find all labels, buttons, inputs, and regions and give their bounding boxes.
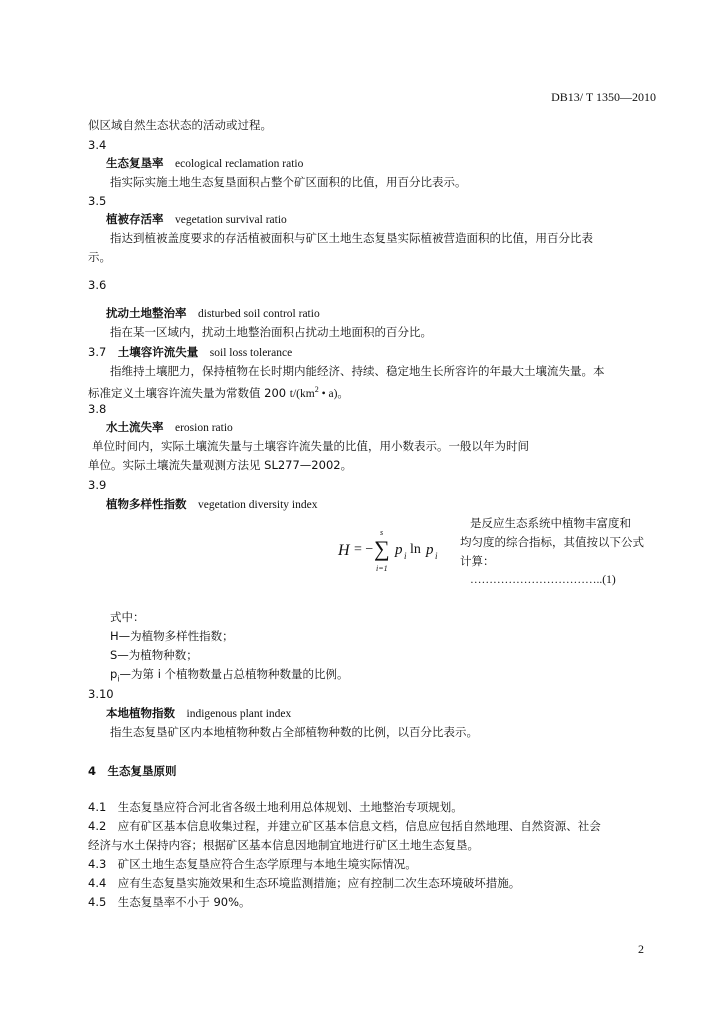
- formula-lhs: H: [338, 542, 350, 559]
- page-number: 2: [638, 942, 644, 956]
- term-3-8: [106, 420, 233, 436]
- term-en: ecological reclamation ratio: [175, 158, 304, 170]
- definition-3-8-line2: 单位。实际土壤流失量观测方法见 SL277—2002。: [88, 458, 353, 472]
- definition-3-7-line2: [88, 382, 349, 402]
- term-en: vegetation diversity index: [198, 499, 318, 511]
- formula-p2: p: [426, 542, 434, 558]
- section-number-3-7: 3.7: [88, 345, 107, 359]
- term-cn: 植物多样性指数: [106, 497, 187, 511]
- clause-4-4: 4.4 应有生态复垦实施效果和生态环境监测措施；应有控制二次生态环境破坏措施。: [88, 876, 521, 890]
- section-number-3-4: 3.4: [88, 138, 107, 152]
- term-3-9: [106, 497, 317, 513]
- term-cn: 扰动土地整治率: [106, 306, 187, 320]
- document-code-header: DB13/ T 1350—2010: [551, 90, 656, 104]
- definition-3-7-line1: 指维持土壤肥力，保持植物在长时期内能经济、持续、稳定地生长所容许的年最大土壤流失量。本: [110, 364, 605, 378]
- term-cn: 本地植物指数: [106, 706, 175, 720]
- clause-4-2-line1: 4.2 应有矿区基本信息收集过程，并建立矿区基本信息文档，信息应包括自然地理、自然资源、社会: [88, 819, 601, 833]
- term-3-7: [88, 345, 292, 361]
- definition-text: 标准定义土壤容许流失量为常数值 200: [88, 385, 287, 400]
- section-number-3-10: 3.10: [88, 687, 114, 701]
- term-cn: 水土流失率: [106, 420, 164, 434]
- definition-3-9-line2: 均匀度的综合指标，其值按以下公式: [460, 535, 644, 549]
- diversity-formula: [338, 528, 448, 580]
- unit-superscript: 2: [314, 385, 319, 394]
- equation-number: ……………………………..(1): [470, 574, 616, 586]
- section-heading-4: 4 生态复垦原则: [88, 764, 177, 778]
- formula-sum-upper: s: [380, 528, 384, 537]
- clause-4-5: 4.5 生态复垦率不小于 90%。: [88, 895, 251, 909]
- term-3-5: [106, 212, 287, 228]
- term-3-6: [106, 306, 320, 322]
- term-en: disturbed soil control ratio: [198, 308, 320, 320]
- unit-text: t/(km: [289, 387, 315, 400]
- formula-p-subscript: i: [404, 551, 407, 561]
- definition-3-8-line1: 单位时间内，实际土壤流失量与土壤容许流失量的比值，用小数表示。一般以年为时间: [92, 439, 529, 453]
- formula-p: p: [395, 542, 403, 558]
- unit-text-end: • a)。: [318, 387, 349, 400]
- section-number-3-5: 3.5: [88, 194, 107, 208]
- where-item-pi: [110, 667, 349, 686]
- definition-3-10: 指生态复垦矿区内本地植物种数占全部植物种数的比例，以百分比表示。: [110, 725, 478, 739]
- pi-subscript: i: [117, 674, 120, 684]
- term-3-10: [106, 706, 291, 722]
- formula-equals: = −: [354, 542, 374, 557]
- pi-description: —为第 i 个植物数量占总植物种数量的比例。: [119, 667, 349, 681]
- term-cn: 生态复垦率: [106, 156, 164, 170]
- definition-3-9-line1: 是反应生态系统中植物丰富度和: [470, 516, 631, 530]
- definition-3-5-line2: 示。: [88, 250, 111, 264]
- definition-3-5-line1: 指达到植被盖度要求的存活植被面积与矿区土地生态复垦实际植被营造面积的比值，用百分比表: [110, 231, 593, 245]
- definition-3-9-line3: 计算：: [460, 554, 495, 568]
- formula-sum-sign: ∑: [374, 536, 390, 561]
- definition-3-4: 指实际实施土地生态复垦面积占整个矿区面积的比值，用百分比表示。: [110, 175, 467, 189]
- term-cn: 土壤容许流失量: [117, 345, 199, 359]
- clause-4-2-line2: 经济与水土保持内容；根据矿区基本信息因地制宜地进行矿区土地生态复垦。: [88, 838, 479, 852]
- term-3-4: [106, 156, 303, 172]
- term-en: soil loss tolerance: [209, 347, 293, 359]
- term-en: indigenous plant index: [186, 708, 292, 720]
- term-cn: 植被存活率: [106, 212, 164, 226]
- formula-ln: ln: [410, 542, 421, 557]
- section-number-3-6: 3.6: [88, 278, 107, 292]
- definition-3-6: 指在某一区域内，扰动土地整治面积占扰动土地面积的百分比。: [110, 325, 432, 339]
- section-number-3-8: 3.8: [88, 402, 107, 416]
- where-item-s: S—为植物种数；: [110, 648, 198, 662]
- intro-text: 似区域自然生态状态的活动或过程。: [88, 118, 272, 132]
- clause-4-1: 4.1 生态复垦应符合河北省各级土地利用总体规划、土地整治专项规划。: [88, 800, 463, 814]
- term-en: vegetation survival ratio: [175, 214, 287, 226]
- section-number-3-9: 3.9: [88, 478, 107, 492]
- where-label: 式中：: [110, 610, 145, 624]
- pi-symbol: p: [110, 667, 118, 681]
- formula-p2-subscript: i: [435, 551, 438, 561]
- clause-4-3: 4.3 矿区土地生态复垦应符合生态学原理与本地生境实际情况。: [88, 857, 417, 871]
- formula-sum-lower: i=1: [376, 564, 388, 573]
- where-item-h: H—为植物多样性指数；: [110, 629, 234, 643]
- term-en: erosion ratio: [175, 422, 233, 434]
